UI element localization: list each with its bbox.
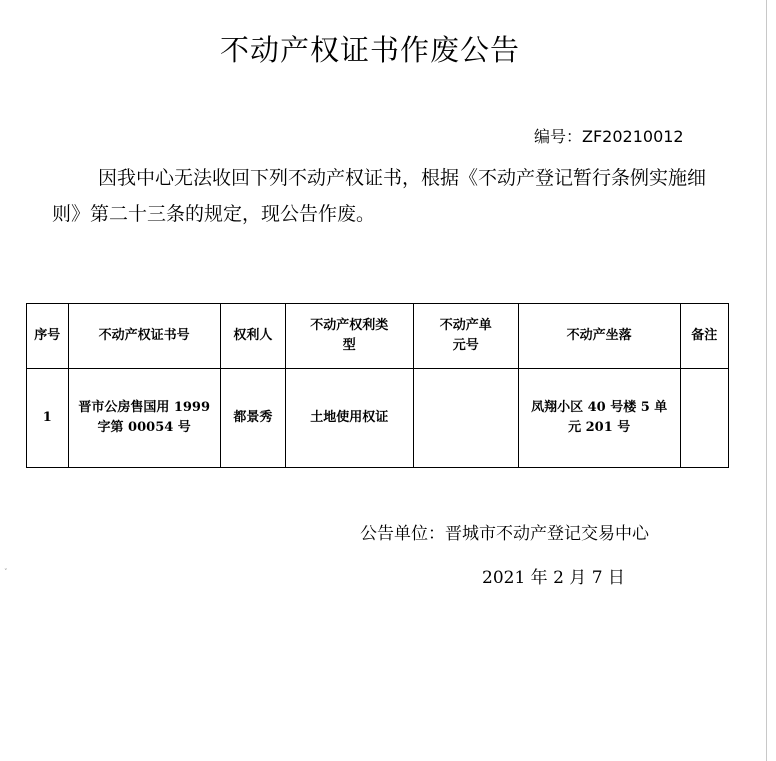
cell-holder: 都景秀 (220, 369, 285, 468)
table-header-row (27, 304, 729, 369)
header-holder: 权利人 (220, 304, 285, 369)
cell-right-type: 土地使用权证 (285, 369, 413, 468)
document-number: 编号：ZF20210012 (534, 127, 684, 146)
page-edge-line (766, 0, 767, 761)
header-unit-no: 不动产单元号 (413, 304, 518, 369)
header-remark: 备注 (680, 304, 728, 369)
table-row (27, 369, 729, 468)
header-seq: 序号 (27, 304, 69, 369)
header-cert-no: 不动产权证书号 (68, 304, 220, 369)
issue-date: 2021 年 2 月 7 日 (482, 568, 625, 588)
cell-location: 凤翔小区 40 号楼 5 单元 201 号 (518, 369, 680, 468)
cursor-mark-icon: ˅ (4, 568, 8, 576)
document-title: 不动产权证书作废公告 (219, 33, 520, 67)
cell-seq: 1 (27, 369, 69, 468)
cell-cert-no: 晋市公房售国用 1999 字第 00054 号 (68, 369, 220, 468)
issuing-unit: 公告单位：晋城市不动产登记交易中心 (360, 524, 649, 544)
cell-remark (680, 369, 728, 468)
cell-unit-no (413, 369, 518, 468)
header-location: 不动产坐落 (518, 304, 680, 369)
voided-certificates-table (26, 303, 729, 468)
announcement-body: 因我中心无法收回下列不动产权证书，根据《不动产登记暂行条例实施细则》第二十三条的规定，现公告作废。 (52, 167, 707, 225)
header-right-type: 不动产权利类型 (285, 304, 413, 369)
